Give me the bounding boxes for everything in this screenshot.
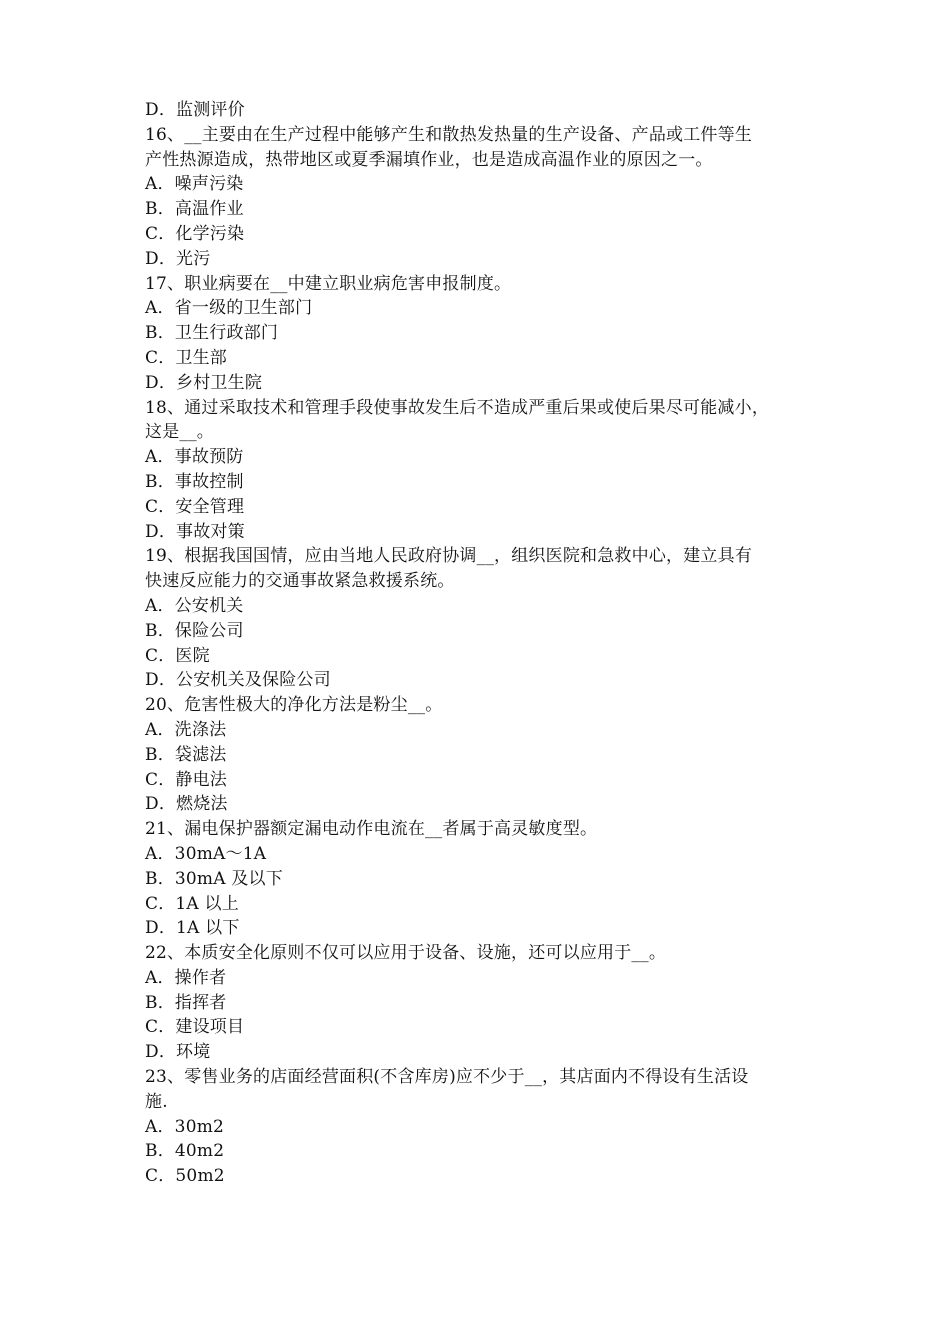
text-line: A．公安机关 bbox=[145, 595, 244, 616]
text-line: C．50m2 bbox=[145, 1166, 225, 1187]
document-page bbox=[145, 98, 825, 1189]
text-line: C．安全管理 bbox=[145, 496, 245, 517]
text-line: C．医院 bbox=[145, 645, 210, 666]
text-line: A．30m2 bbox=[145, 1116, 225, 1137]
text-line: B．高温作业 bbox=[145, 199, 244, 220]
text-line: B．袋滤法 bbox=[145, 744, 227, 765]
text-line: B．卫生行政部门 bbox=[145, 323, 279, 344]
text-line: 16、__主要由在生产过程中能够产生和散热发热量的生产设备、产品或工件等生 bbox=[145, 124, 753, 145]
text-line: A．操作者 bbox=[145, 967, 227, 988]
text-line: D．光污 bbox=[145, 248, 211, 269]
text-line: B．40m2 bbox=[145, 1141, 225, 1162]
text-line: D．乡村卫生院 bbox=[145, 372, 263, 393]
text-line: A．洗涤法 bbox=[145, 719, 227, 740]
text-line: D．事故对策 bbox=[145, 521, 245, 542]
text-line: 21、漏电保护器额定漏电动作电流在__者属于高灵敏度型。 bbox=[145, 819, 598, 840]
text-line: D．公安机关及保险公司 bbox=[145, 670, 331, 691]
text-line: 快速反应能力的交通事故紧急救援系统。 bbox=[145, 571, 455, 592]
text-line: A．事故预防 bbox=[145, 447, 244, 468]
text-line: C．1A 以上 bbox=[145, 893, 239, 914]
text-line: B．事故控制 bbox=[145, 471, 244, 492]
text-line: C．建设项目 bbox=[145, 1017, 245, 1038]
text-line: A．省一级的卫生部门 bbox=[145, 298, 313, 319]
text-line: 22、本质安全化原则不仅可以应用于设备、设施，还可以应用于__。 bbox=[145, 943, 667, 964]
text-line: D．环境 bbox=[145, 1042, 211, 1063]
text-line: D．监测评价 bbox=[145, 100, 245, 120]
text-line: A．30mA～1A bbox=[145, 843, 267, 864]
text-line: 23、零售业务的店面经营面积(不含库房)应不少于__，其店面内不得设有生活设 bbox=[145, 1067, 749, 1088]
text-line: D．燃烧法 bbox=[145, 794, 228, 815]
text-line: 这是__。 bbox=[145, 422, 214, 443]
text-line: 18、通过采取技术和管理手段使事故发生后不造成严重后果或使后果尽可能减小， bbox=[145, 397, 770, 418]
text-line: 产性热源造成，热带地区或夏季漏填作业，也是造成高温作业的原因之一。 bbox=[145, 149, 713, 170]
text-line: B．指挥者 bbox=[145, 992, 227, 1013]
text-line: C．静电法 bbox=[145, 769, 228, 790]
text-line: A．噪声污染 bbox=[145, 174, 244, 195]
text-line: 20、危害性极大的净化方法是粉尘__。 bbox=[145, 695, 443, 716]
text-line: 施. bbox=[145, 1091, 168, 1112]
text-line: C．卫生部 bbox=[145, 347, 228, 368]
text-line: B．保险公司 bbox=[145, 620, 244, 641]
text-line: C．化学污染 bbox=[145, 223, 245, 244]
text-line: B．30mA 及以下 bbox=[145, 868, 283, 889]
text-line: D．1A 以下 bbox=[145, 918, 240, 939]
text-line: 17、职业病要在__中建立职业病危害申报制度。 bbox=[145, 273, 512, 294]
text-line: 19、根据我国国情，应由当地人民政府协调__，组织医院和急救中心，建立具有 bbox=[145, 546, 753, 567]
